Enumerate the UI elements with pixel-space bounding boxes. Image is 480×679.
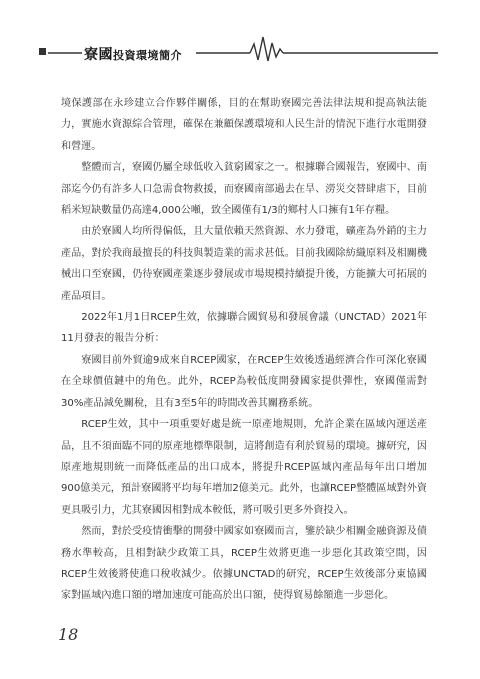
running-header: [38, 32, 448, 62]
paragraph-2: 整體而言，寮國仍屬全球低收入貧窮國家之一。根據聯合國報告，寮國中、南部迄今仍有許多人口急需食物救援，而寮國南部過去在旱、澇災交替肆虐下，目前稻米短缺數量仍高達4,000公噸，致全國僅有1/3的鄉村人口擁有1年存糧。: [61, 162, 427, 217]
page-number: 18: [58, 625, 79, 644]
paragraph-3: 由於寮國人均所得偏低，且大量依賴天然資源、水力發電，礦產為外銷的主力產品，對於我商最擅長的科技與製造業的需求甚低。目前我國除紡織原料及相關機械出口至寮國，仍待寮國產業逐步發展或市場規模持續提升後，方能擴大可拓展的產品項目。: [61, 226, 427, 302]
paragraph-7: 然而，對於受疫情衝擊的開發中國家如寮國而言，鑒於缺少相關金融資源及債務水準較高，且相對缺少政策工具，RCEP生效將更進一步惡化其政策空間，因RCEP生效後將使進口稅收減少。依據UNCTAD的研究，RCEP生效後部分東協國家對區域內進口額的增加速度可能高於出口額，使得貿易餘額進一步惡化。: [61, 526, 427, 602]
paragraph-6: RCEP生效，其中一項重要好處是統一原產地規則，允許企業在區域內運送產品，且不須面臨不同的原產地標準限制，這將創造有利於貿易的環境。據研究，因原產地規則統一而降低產品的出口成本，將提升RCEP區域內產品每年出口增加900億美元，預計寮國將平均每年增加2億美元。此外，也讓RCEP整體區域對外資更具吸引力，尤其寮國因相對成本較低，將可吸引更多外資投入。: [61, 419, 427, 516]
header-square-icon: [39, 48, 46, 55]
paragraph-1: 境保護部在永珍建立合作夥伴關係，目的在幫助寮國完善法律法規和提高執法能力，實施水資源綜合管理，確保在兼顧保護環境和人民生計的情況下進行水電開發和營運。: [61, 98, 427, 152]
paragraph-4: 2022年1月1日RCEP生效，依據聯合國貿易和發展會議（UNCTAD）2021年11月發表的報告分析：: [61, 312, 427, 345]
header-title-main: 寮國: [84, 47, 113, 63]
running-header-title: [84, 44, 182, 64]
paragraph-5: 寮國目前外貿逾9成來自RCEP國家，在RCEP生效後透過經濟合作可深化寮國在全球價值鏈中的角色。此外，RCEP為較低度開發國家提供彈性，寮國僅需對30%產品減免關稅，且有3至5年的時間改善其關務系統。: [61, 354, 427, 409]
body-text: [61, 93, 427, 607]
header-title-sub: 投資環境簡介: [113, 49, 182, 62]
pulse-wave-icon: [250, 37, 283, 61]
